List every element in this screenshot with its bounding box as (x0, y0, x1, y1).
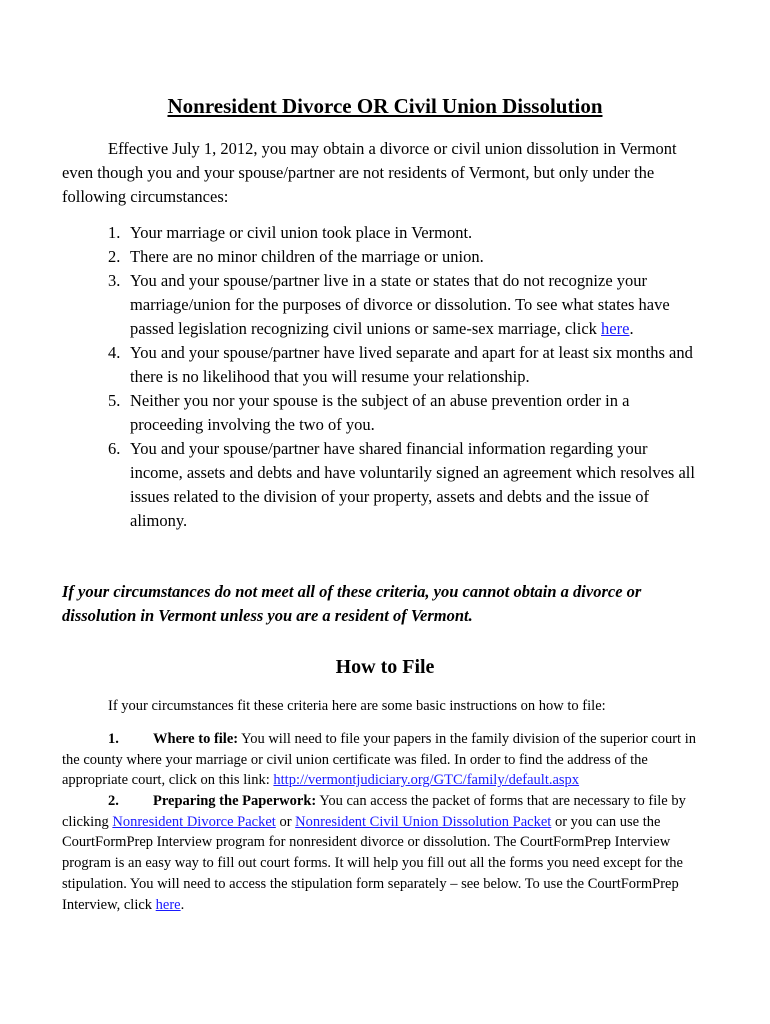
divorce-packet-link[interactable]: Nonresident Divorce Packet (112, 813, 276, 830)
list-item (108, 437, 698, 533)
criteria-list (108, 221, 698, 533)
list-item-text: Neither you nor your spouse is the subject of an abuse prevention order in a proceeding involving the two of you. (130, 391, 630, 434)
states-legislation-link[interactable]: here (601, 319, 630, 338)
how-to-file-intro: If your circumstances fit these criteria here are some basic instructions on how to file: (108, 698, 606, 714)
list-item (108, 389, 698, 437)
step-text: You will need to file your papers in the family division of the superior court in the county where your marriage or civil union certificate was filed. In order to find the address of the appropriate court, click on this link: (62, 731, 696, 789)
step-number: 1. (108, 731, 119, 747)
list-number: 3. (108, 271, 121, 290)
list-number: 5. (108, 391, 121, 410)
list-number: 4. (108, 343, 121, 362)
step-heading: Where to file: (153, 731, 239, 747)
list-number: 2. (108, 247, 121, 266)
step-where-to-file (62, 729, 702, 791)
list-item (108, 341, 698, 389)
how-to-file-heading: How to File (335, 656, 435, 678)
step-text: or you can use the CourtFormPrep Interview program for nonresident divorce or dissolution. The CourtFormPrep Interview program is an easy way to fill out court forms. It will help you fill out all the forms you need except for the stipulation. You will need to access the stipulation form separately – see below. To use the CourtFormPrep Interview, click (62, 813, 683, 913)
list-item (108, 269, 698, 341)
list-item (108, 221, 698, 245)
step-number: 2. (108, 793, 119, 809)
step-text: or (275, 813, 296, 830)
list-item-text: You and your spouse/partner live in a state or states that do not recognize your marriage/union for the purposes of divorce or dissolution. To see what states have passed legislation recognizing civil unions or same-sex marriage, click (130, 271, 670, 338)
step-heading: Preparing the Paperwork: (153, 793, 317, 809)
warning-paragraph: If your circumstances do not meet all of these criteria, you cannot obtain a divorce or dissolution in Vermont unless you are a resident of Vermont. (62, 582, 642, 625)
step-text-end: . (180, 896, 185, 913)
list-item-text: There are no minor children of the marriage or union. (130, 247, 484, 266)
document-title: Nonresident Divorce OR Civil Union Dissolution (167, 94, 603, 118)
step-preparing-paperwork (62, 791, 702, 915)
list-number: 1. (108, 223, 121, 242)
list-item-text: You and your spouse/partner have shared financial information regarding your income, assets and debts and have voluntarily signed an agreement which resolves all issues related to the division of your property, assets and debts and the issue of alimony. (130, 439, 695, 530)
list-item-text-end: . (629, 319, 634, 338)
court-directory-link[interactable]: http://vermontjudiciary.org/GTC/family/default.aspx (273, 772, 580, 789)
step-text: You can access the packet of forms that are necessary to file by clicking (62, 793, 686, 830)
list-item (108, 245, 698, 269)
civil-union-packet-link[interactable]: Nonresident Civil Union Dissolution Packet (295, 813, 552, 830)
list-item-text: You and your spouse/partner have lived separate and apart for at least six months and there is no likelihood that you will resume your relationship. (130, 343, 693, 386)
courtformprep-link[interactable]: here (155, 896, 181, 913)
list-number: 6. (108, 439, 121, 458)
intro-paragraph: Effective July 1, 2012, you may obtain a divorce or civil union dissolution in Vermont even though you and your spouse/partner are not residents of Vermont, but only under the following circumstances: (62, 139, 677, 206)
list-item-text: Your marriage or civil union took place in Vermont. (130, 223, 473, 242)
